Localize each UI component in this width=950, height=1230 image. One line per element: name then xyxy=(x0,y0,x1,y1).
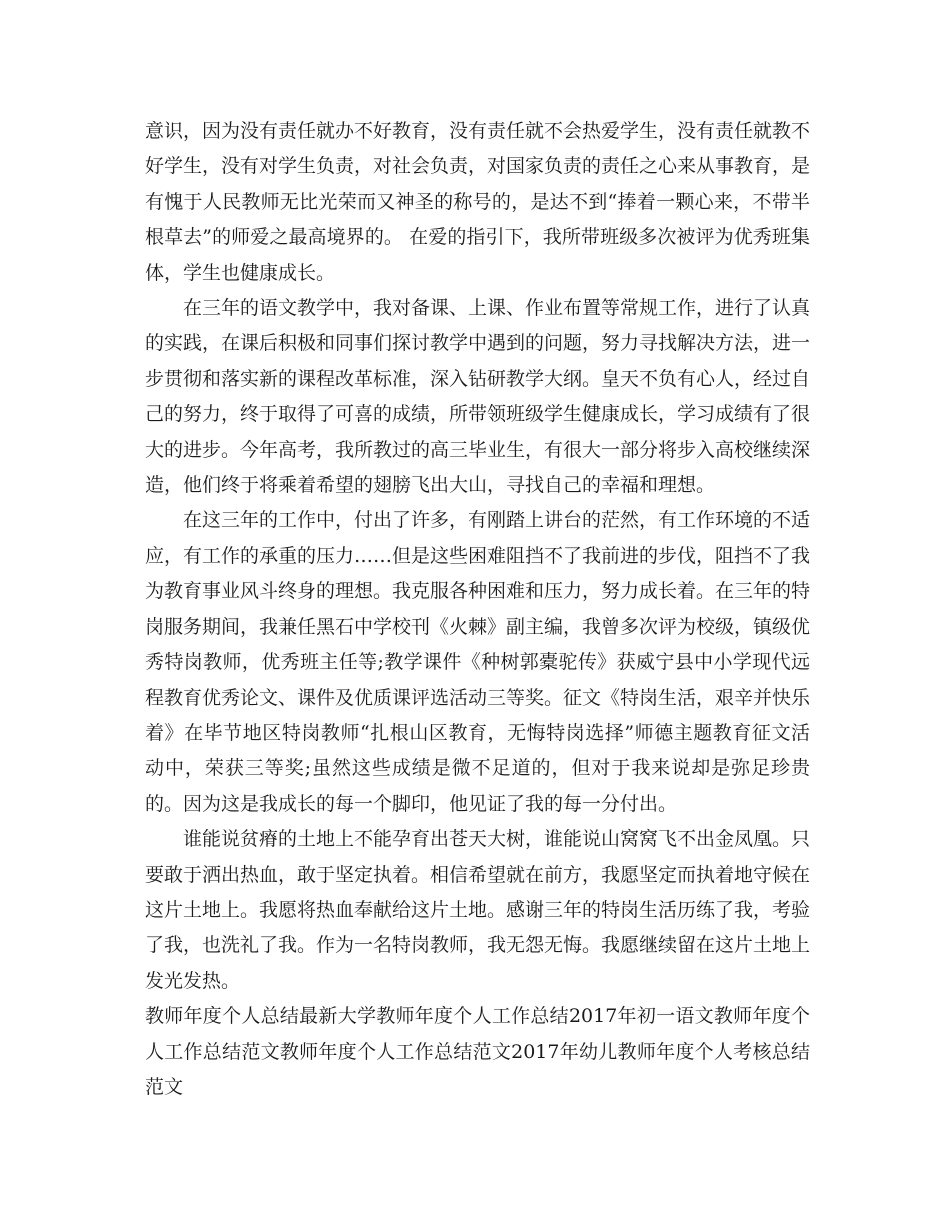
paragraph-4: 谁能说贫瘠的土地上不能孕育出苍天大树，谁能说山窝窝飞不出金凤凰。只要敢于洒出热血，敢于坚定执着。相信希望就在前方，我愿坚定而执着地守候在这片土地上。我愿将热血奉献给这片土地。感谢三年的特岗生活历练了我，考验了我，也洗礼了我。作为一名特岗教师，我无怨无悔。我愿继续留在这片土地上发光发热。 xyxy=(145,828,811,992)
paragraph-3: 在这三年的工作中，付出了许多，有刚踏上讲台的茫然，有工作环境的不适应，有工作的承重的压力……但是这些困难阻挡不了我前进的步伐，阻挡不了我为教育事业风斗终身的理想。我克服各种困难和压力，努力成长着。在三年的特岗服务期间，我兼任黑石中学校刊《火棘》副主编，我曾多次评为校级，镇级优秀特岗教师，优秀班主任等;教学课件《种树郭橐驼传》获威宁县中小学现代远程教育优秀论文、课件及优质课评选活动三等奖。征文《特岗生活，艰辛并快乐着》在毕节地区特岗教师“扎根山区教育，无悔特岗选择”师德主题教育征文活动中，荣获三等奖;虽然这些成绩是微不足道的，但对于我来说却是弥足珍贵的。因为这是我成长的每一个脚印，他见证了我的每一分付出。 xyxy=(145,509,811,815)
paragraph-2: 在三年的语文教学中，我对备课、上课、作业布置等常规工作，进行了认真的实践，在课后积极和同事们探讨教学中遇到的问题，努力寻找解决方法，进一步贯彻和落实新的课程改革标准，深入钻研教学大纲。皇天不负有心人，经过自己的努力，终于取得了可喜的成绩，所带领班级学生健康成长，学习成绩有了很大的进步。今年高考，我所教过的高三毕业生，有很大一部分将步入高校继续深造，他们终于将乘着希望的翅膀飞出大山，寻找自己的幸福和理想。 xyxy=(145,297,811,497)
related-link-1[interactable]: 教师年度个人总结 xyxy=(145,1005,300,1028)
related-link-4[interactable]: 教师年度个人工作总结范文 xyxy=(279,1040,512,1063)
related-articles xyxy=(145,999,810,1105)
related-link-5[interactable]: 2017年幼儿教师年度个人考核总结范文 xyxy=(145,1040,810,1098)
document-body xyxy=(145,114,810,1105)
related-link-2[interactable]: 最新大学教师年度个人工作总结 xyxy=(299,1005,569,1028)
related-link-3[interactable]: 2017年初一语文教师年度个人工作总结范文 xyxy=(145,1005,810,1063)
paragraph-1: 意识，因为没有责任就办不好教育，没有责任就不会热爱学生，没有责任就教不好学生，没有对学生负责，对社会负责，对国家负责的责任之心来从事教育，是有愧于人民教师无比光荣而又神圣的称号的，是达不到“捧着一颗心来，不带半根草去”的师爱之最高境界的。 在爱的指引下，我所带班级多次被评为优秀班集体，学生也健康成长。 xyxy=(145,120,811,284)
